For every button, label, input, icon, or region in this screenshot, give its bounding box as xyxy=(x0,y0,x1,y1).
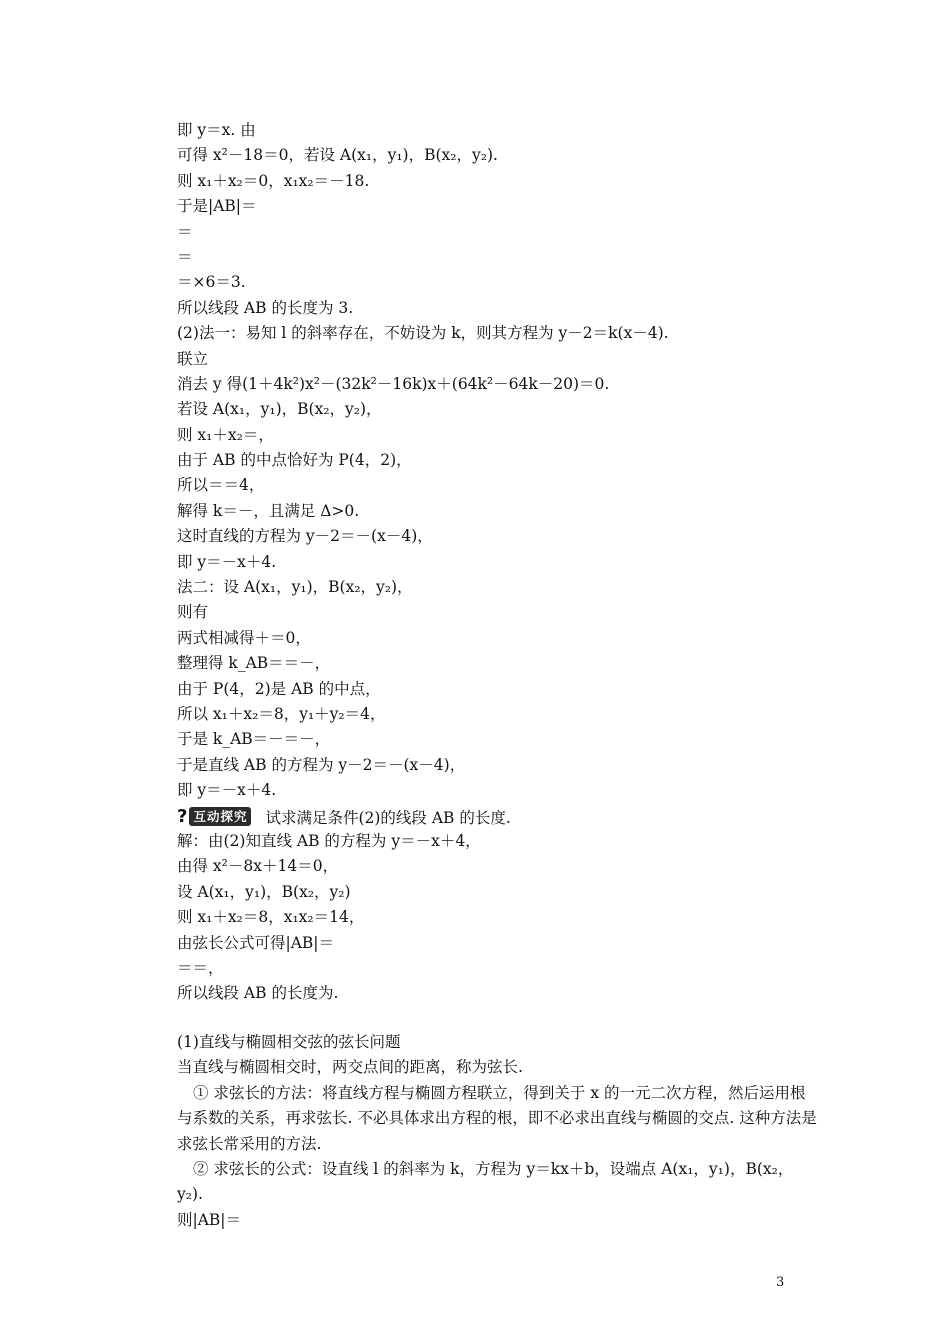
text-line: 联立 xyxy=(177,349,209,368)
text-line: 即 y＝x. 由 xyxy=(177,121,256,139)
text-line: 则 x₁＋x₂＝8，x₁x₂＝14， xyxy=(177,908,365,927)
text-line: 由于 AB 的中点恰好为 P(4，2)， xyxy=(177,451,412,470)
interactive-exploration xyxy=(177,804,817,829)
text-line: 所以线段 AB 的长度为. xyxy=(177,984,339,1003)
solution-part-1 xyxy=(177,118,817,804)
text-line: 解：由(2)知直线 AB 的方程为 y＝－x＋4， xyxy=(177,832,481,850)
text-line: 由弦长公式可得|AB|＝ xyxy=(177,933,335,952)
text-line: 若设 A(x₁，y₁)，B(x₂，y₂)， xyxy=(177,400,382,419)
text-line: 法二：设 A(x₁，y₁)，B(x₂，y₂)， xyxy=(177,578,413,597)
text-line: 解得 k＝－，且满足 Δ>0. xyxy=(177,501,360,520)
exploration-header xyxy=(177,804,817,829)
text-line: 则有 xyxy=(177,603,209,622)
summary-section xyxy=(177,1030,817,1233)
summary-definition: 当直线与椭圆相交时，两交点间的距离，称为弦长. xyxy=(177,1058,523,1077)
text-line: 则 x₁＋x₂＝0，x₁x₂＝－18. xyxy=(177,171,370,190)
exploration-solution xyxy=(177,829,817,1007)
text-line: ＝×6＝3. xyxy=(177,273,246,292)
text-line: 设 A(x₁，y₁)，B(x₂，y₂) xyxy=(177,882,351,901)
page-number: 3 xyxy=(776,1275,785,1290)
text-line: 由于 P(4，2)是 AB 的中点， xyxy=(177,679,381,698)
text-line: 则 x₁＋x₂＝， xyxy=(177,425,274,444)
text-line: 于是直线 AB 的方程为 y－2＝－(x－4)， xyxy=(177,755,466,774)
exploration-badge xyxy=(177,807,251,826)
text-line: 所以 x₁＋x₂＝8，y₁＋y₂＝4， xyxy=(177,704,386,723)
text-line: 两式相减得＋＝0， xyxy=(177,628,311,647)
summary-method-paragraph: ① 求弦长的方法：将直线方程与椭圆方程联立，得到关于 x 的一元二次方程，然后运用根与系数的关系，再求弦长. 不必具体求出方程的根，即不必求出直线与椭圆的交点. 这种方法是求弦长常采用的方法. xyxy=(177,1083,817,1153)
text-line: 于是 k_AB＝－＝－， xyxy=(177,730,331,749)
text-line: 即 y＝－x＋4. xyxy=(177,781,277,800)
exploration-question: 试求满足条件(2)的线段 AB 的长度. xyxy=(265,808,511,827)
summary-heading: (1)直线与椭圆相交弦的弦长问题 xyxy=(177,1033,401,1051)
text-line: ＝ xyxy=(177,247,193,266)
question-mark-icon: ? xyxy=(177,806,189,828)
text-line: 整理得 k_AB＝＝－， xyxy=(177,654,331,673)
summary-formula-paragraph: ② 求弦长的公式：设直线 l 的斜率为 k，方程为 y＝kx＋b，设端点 A(x₁，y₁)，B(x₂，y₂). xyxy=(177,1160,794,1204)
text-line: 即 y＝－x＋4. xyxy=(177,552,277,571)
summary-formula-line: 则|AB|＝ xyxy=(177,1210,242,1229)
text-line: ＝＝， xyxy=(177,958,224,977)
text-line: 由得 x²－8x＋14＝0， xyxy=(177,857,339,876)
text-line: 所以＝＝4， xyxy=(177,476,265,495)
text-line: 这时直线的方程为 y－2＝－(x－4)， xyxy=(177,527,433,546)
text-line: (2)法一：易知 l 的斜率存在，不妨设为 k，则其方程为 y－2＝k(x－4). xyxy=(177,324,669,343)
text-line: 所以线段 AB 的长度为 3. xyxy=(177,298,354,317)
text-line: 于是|AB|＝ xyxy=(177,197,257,216)
badge-label: 互动探究 xyxy=(189,807,251,826)
text-line: 消去 y 得(1＋4k²)x²－(32k²－16k)x＋(64k²－64k－20)＝0. xyxy=(177,374,610,393)
text-line: 可得 x²－18＝0，若设 A(x₁，y₁)，B(x₂，y₂). xyxy=(177,146,498,165)
text-line: ＝ xyxy=(177,222,193,241)
